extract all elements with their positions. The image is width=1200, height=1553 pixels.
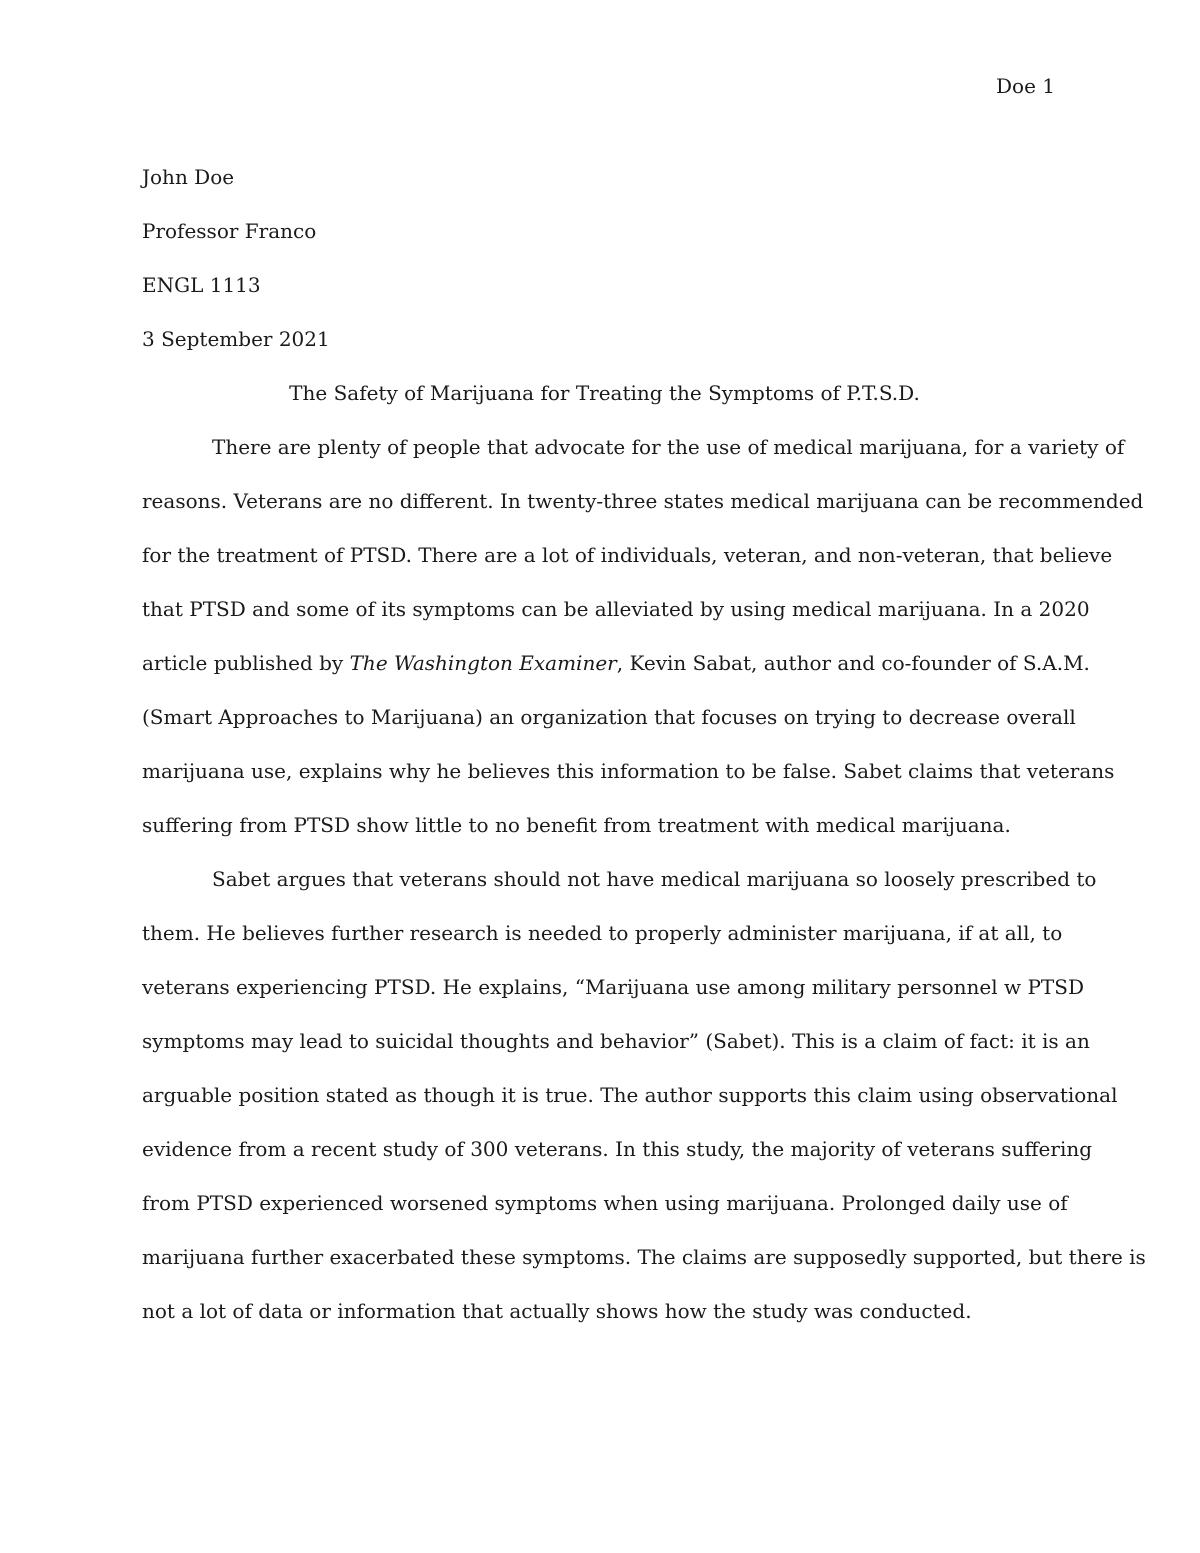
paragraph-line: marijuana use, explains why he believes this information to be false. Sabet claims that veterans (142, 759, 1115, 783)
paragraph-line: marijuana further exacerbated these symptoms. The claims are supposedly supported, but there is (142, 1245, 1146, 1269)
paragraph-line: that PTSD and some of its symptoms can be alleviated by using medical marijuana. In a 2020 (142, 597, 1090, 621)
paragraph-1 (142, 420, 1144, 852)
paragraph-line: from PTSD experienced worsened symptoms when using marijuana. Prolonged daily use of (142, 1191, 1068, 1215)
paragraph-line: for the treatment of PTSD. There are a lot of individuals, veteran, and non-veteran, that believe (142, 543, 1113, 567)
paragraph-line: Sabet argues that veterans should not have medical marijuana so loosely prescribed to (212, 867, 1097, 891)
paragraph-line: not a lot of data or information that actually shows how the study was conducted. (142, 1299, 972, 1323)
paragraph-line: symptoms may lead to suicidal thoughts and behavior” (Sabet). This is a claim of fact: it is an (142, 1029, 1090, 1053)
paragraph-line: them. He believes further research is needed to properly administer marijuana, if at all, to (142, 921, 1063, 945)
professor-name: Professor Franco (142, 219, 317, 243)
essay-title: The Safety of Marijuana for Treating the Symptoms of P.T.S.D. (289, 381, 920, 405)
paragraph-line: veterans experiencing PTSD. He explains, “Marijuana use among military personnel w PTSD (142, 975, 1084, 999)
paragraph-line: arguable position stated as though it is true. The author supports this claim using observational (142, 1083, 1118, 1107)
essay-body (142, 150, 1146, 1338)
running-head: Doe 1 (996, 74, 1055, 98)
essay-date: 3 September 2021 (142, 327, 330, 351)
line-text: , Kevin Sabat, author and co-founder of S.A.M. (616, 651, 1090, 675)
paragraph-line (142, 636, 1090, 690)
paragraph-line: evidence from a recent study of 300 veterans. In this study, the majority of veterans suffering (142, 1137, 1093, 1161)
line-text: article published by (142, 651, 350, 675)
paragraph-line: suffering from PTSD show little to no benefit from treatment with medical marijuana. (142, 813, 1011, 837)
paragraph-line: (Smart Approaches to Marijuana) an organization that focuses on trying to decrease overall (142, 705, 1076, 729)
paragraph-line: reasons. Veterans are no different. In twenty-three states medical marijuana can be recommended (142, 489, 1144, 513)
paragraph-2 (142, 852, 1146, 1338)
publication-title: The Washington Examiner (349, 651, 617, 675)
course-code: ENGL 1113 (142, 273, 261, 297)
paragraph-line: There are plenty of people that advocate for the use of medical marijuana, for a variety of (212, 435, 1125, 459)
student-name: John Doe (142, 165, 235, 189)
